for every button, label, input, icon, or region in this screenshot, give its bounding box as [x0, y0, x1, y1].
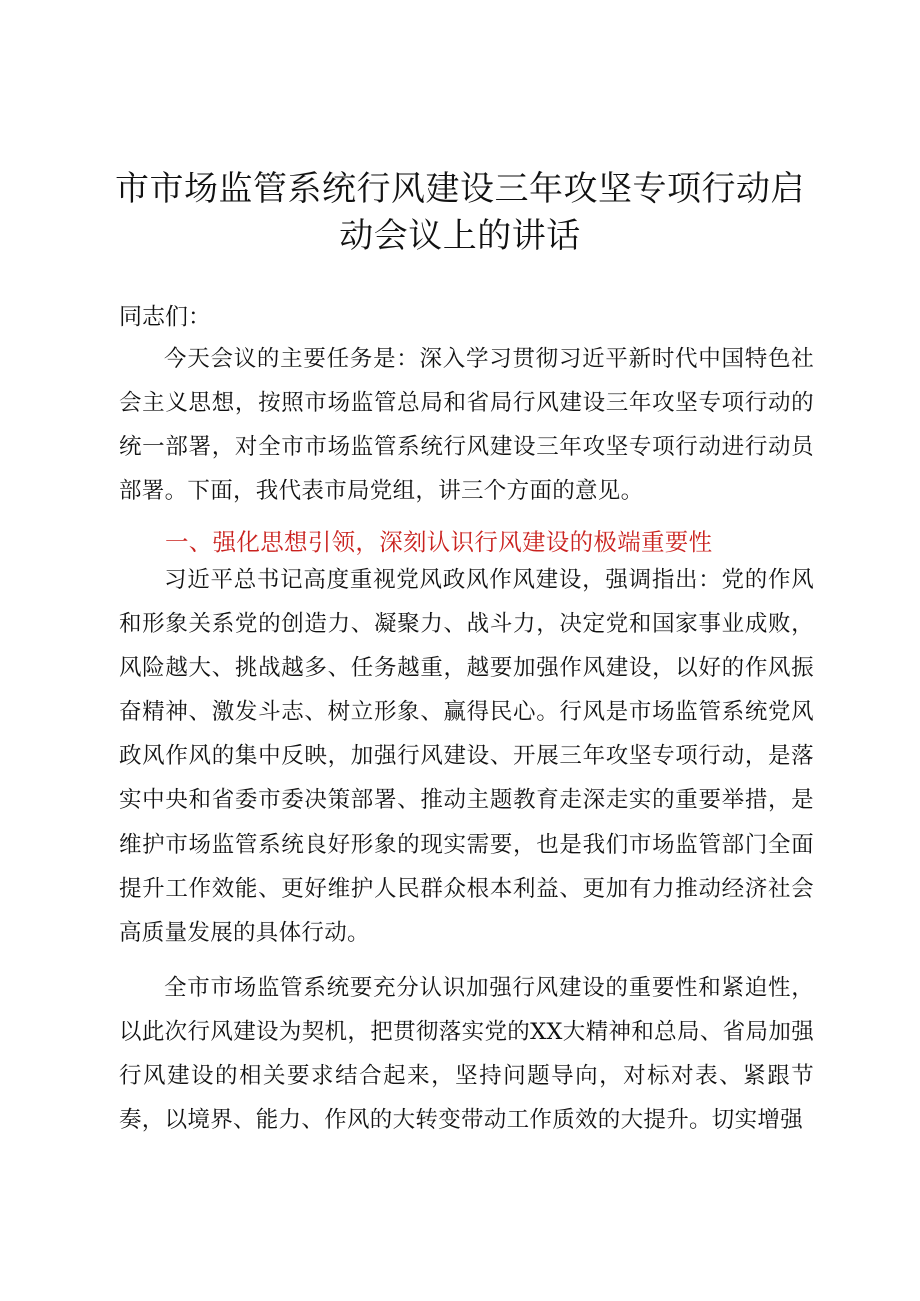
paragraph-2: 习近平总书记高度重视党风政风作风建设，强调指出：党的作风和形象关系党的创造力、凝聚力、战斗力，决定党和国家事业成败，风险越大、挑战越多、任务越重，越要加强作风建设，以好的作风振奋精神、激发斗志、树立形象、赢得民心。行风是市场监管系统党风政风作风的集中反映，加强行风建设、开展三年攻坚专项行动，是落实中央和省委市委决策部署、推动主题教育走深走实的重要举措，是维护市场监管系统良好形象的现实需要，也是我们市场监管部门全面提升工作效能、更好维护人民群众根本利益、更加有力推动经济社会高质量发展的具体行动。: [119, 567, 814, 946]
paragraph-1: 今天会议的主要任务是：深入学习贯彻习近平新时代中国特色社会主义思想，按照市场监管总局和省局行风建设三年攻坚专项行动的统一部署，对全市市场监管系统行风建设三年攻坚专项行动进行动员部署。下面，我代表市局党组，讲三个方面的意见。: [119, 346, 814, 505]
paragraph-3: 全市市场监管系统要充分认识加强行风建设的重要性和紧迫性，以此次行风建设为契机，把贯彻落实党的XX大精神和总局、省局加强行风建设的相关要求结合起来，坚持问题导向，对标对表、紧跟节奏，以境界、能力、作风的大转变带动工作质效的大提升。切实增强: [119, 975, 814, 1134]
greeting: 同志们：: [119, 304, 211, 330]
document-title-line-2: 动会议上的讲话: [339, 216, 581, 256]
section-heading-1: 一、强化思想引领，深刻认识行风建设的极端重要性: [165, 528, 713, 556]
document-title-line-1: 市市场监管系统行风建设三年攻坚专项行动启: [115, 169, 805, 209]
